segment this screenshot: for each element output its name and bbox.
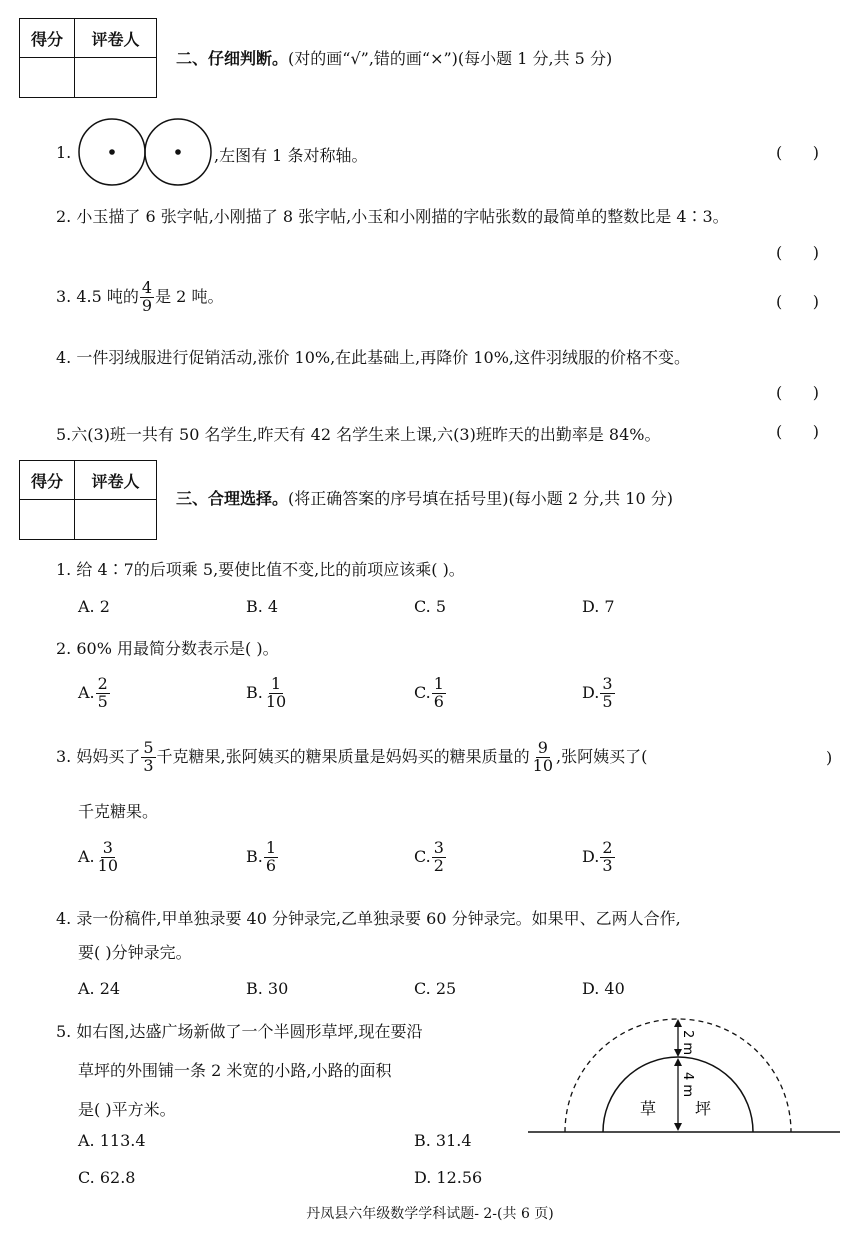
s3-q1-option-d[interactable]: D. 7 [582, 597, 615, 616]
s3-q4-option-c[interactable]: C. 25 [414, 979, 457, 998]
fraction: $\frac{3}{2}$ [433, 838, 444, 875]
section3-title: 三、合理选择。 [176, 489, 289, 508]
s2-item4-answer[interactable]: ( ) [776, 383, 819, 402]
score-box-section3 [19, 460, 157, 540]
s3-q5-option-b[interactable]: B. 31.4 [414, 1131, 472, 1150]
grader-label: 评卷人 [75, 461, 157, 500]
lawn-char-right: 坪 [695, 1099, 712, 1118]
s3-q2-option-a[interactable]: A. $\frac{2}{5}$ [78, 674, 108, 711]
fraction: $\frac{2}{5}$ [97, 674, 108, 711]
s3-q2-text: 2. 60% 用最简分数表示是( )。 [56, 639, 279, 658]
s3-q2-option-c[interactable]: C. $\frac{1}{6}$ [414, 674, 444, 711]
s2-item1-answer[interactable]: ( ) [776, 143, 819, 162]
fraction: $\frac{1}{10}$ [265, 674, 287, 711]
s2-item2-text: 小玉描了 6 张字帖,小刚描了 8 张字帖,小玉和小刚描的字帖张数的最简单的整数比是 4∶3。 [76, 207, 729, 226]
s3-q3-option-d[interactable]: D. $\frac{2}{3}$ [582, 838, 613, 875]
outer-width-label: 2 m [680, 1030, 695, 1056]
s2-item3-answer[interactable]: ( ) [776, 292, 819, 311]
s3-q3-option-a[interactable]: A. $\frac{3}{10}$ [78, 838, 118, 875]
s3-q3-option-c[interactable]: C. $\frac{3}{2}$ [414, 838, 444, 875]
s2-item4-num: 4. [56, 348, 72, 367]
s2-item4 [56, 345, 690, 368]
s2-item3-text-before: 4.5 吨的 [76, 286, 139, 306]
s3-q1-option-b[interactable]: B. 4 [246, 597, 279, 616]
semicircle-lawn-figure [528, 1008, 844, 1138]
fraction: $\frac{3}{5}$ [602, 674, 613, 711]
s3-q2-option-d[interactable]: D. $\frac{3}{5}$ [582, 674, 613, 711]
s2-item4-text: 一件羽绒服进行促销活动,涨价 10%,在此基础上,再降价 10%,这件羽绒服的价格不变。 [76, 348, 691, 367]
lawn-char-left: 草 [640, 1099, 657, 1118]
s3-q4-option-b[interactable]: B. 30 [246, 979, 289, 998]
s2-item5-text: 六(3)班一共有 50 名学生,昨天有 42 名学生来上课,六(3)班昨天的出勤率是 84%。 [71, 425, 661, 444]
s2-item1-text: ,左图有 1 条对称轴。 [214, 146, 368, 165]
s2-item5 [56, 422, 660, 445]
s3-q1-text: 1. 给 4∶7的后项乘 5,要使比值不变,比的前项应该乘( )。 [56, 560, 465, 579]
s2-item2 [56, 204, 729, 227]
score-cell[interactable] [20, 500, 75, 540]
s3-q5-line2: 草坪的外围铺一条 2 米宽的小路,小路的面积 [78, 1061, 392, 1080]
fraction: $\frac{3}{10}$ [97, 838, 118, 875]
fraction: $\frac{1}{6}$ [265, 838, 277, 875]
s3-q4-line2: 要( )分钟录完。 [78, 943, 192, 962]
s2-item3-num: 3. [56, 286, 72, 306]
score-cell[interactable] [20, 58, 75, 98]
section2-instruction: (对的画“√”,错的画“×”)(每小题 1 分,共 5 分) [288, 49, 613, 68]
page-footer: 丹凤县六年级数学学科试题- 2-(共 6 页) [306, 1206, 554, 1222]
s2-item5-answer[interactable]: ( ) [776, 422, 819, 441]
s3-q3-line1: 3. 妈妈买了 $\frac{5}{3}$ 千克糖果,张阿姨买的糖果质量是妈妈买的糖果质量的 $\frac{9}{10}$ ,张阿姨买了( [56, 738, 648, 775]
s3-q4-option-a[interactable]: A. 24 [78, 979, 121, 998]
fraction: $\frac{9}{10}$ [532, 738, 553, 775]
section2-heading [176, 46, 612, 69]
s3-q3-paren-close: ) [826, 748, 833, 767]
s2-item1-num: 1. [56, 143, 72, 162]
s3-q4-option-d[interactable]: D. 40 [582, 979, 625, 998]
s3-q3-line2: 千克糖果。 [78, 802, 159, 821]
score-label: 得分 [20, 461, 75, 500]
s3-q5-option-d[interactable]: D. 12.56 [414, 1168, 483, 1187]
s3-q3-option-b[interactable]: B. $\frac{1}{6}$ [246, 838, 277, 875]
two-circles-figure [74, 117, 214, 187]
section3-instruction: (将正确答案的序号填在括号里)(每小题 2 分,共 10 分) [288, 489, 673, 508]
fraction: $\frac{4}{9}$ [141, 278, 153, 315]
grader-label: 评卷人 [75, 19, 157, 58]
s3-q1-option-a[interactable]: A. 2 [78, 597, 110, 616]
grader-cell[interactable] [75, 58, 157, 98]
s3-q2-option-b[interactable]: B. $\frac{1}{10}$ [246, 674, 287, 711]
s2-item2-answer[interactable]: ( ) [776, 243, 819, 262]
s3-q4-line1: 4. 录一份稿件,甲单独录要 40 分钟录完,乙单独录要 60 分钟录完。如果甲、乙两人合作, [56, 909, 681, 928]
s3-q5-option-c[interactable]: C. 62.8 [78, 1168, 136, 1187]
s3-q5-line3: 是( )平方米。 [78, 1100, 176, 1119]
score-box-section2 [19, 18, 157, 98]
score-label: 得分 [20, 19, 75, 58]
fraction: $\frac{5}{3}$ [143, 738, 154, 775]
s2-item5-num: 5. [56, 425, 72, 444]
s3-q5-line1: 5. 如右图,达盛广场新做了一个半圆形草坪,现在要沿 [56, 1022, 423, 1041]
inner-radius-label: 4 m [680, 1072, 695, 1098]
section3-heading [176, 486, 673, 509]
grader-cell[interactable] [75, 500, 157, 540]
fraction: $\frac{1}{6}$ [433, 674, 444, 711]
s2-item3 [56, 280, 223, 315]
s3-q1-option-c[interactable]: C. 5 [414, 597, 447, 616]
s3-q5-option-a[interactable]: A. 113.4 [78, 1131, 146, 1150]
s2-item3-text-after: 是 2 吨。 [155, 286, 224, 306]
section2-title: 二、仔细判断。 [176, 49, 289, 68]
fraction: $\frac{2}{3}$ [602, 838, 613, 875]
s2-item2-num: 2. [56, 207, 72, 226]
